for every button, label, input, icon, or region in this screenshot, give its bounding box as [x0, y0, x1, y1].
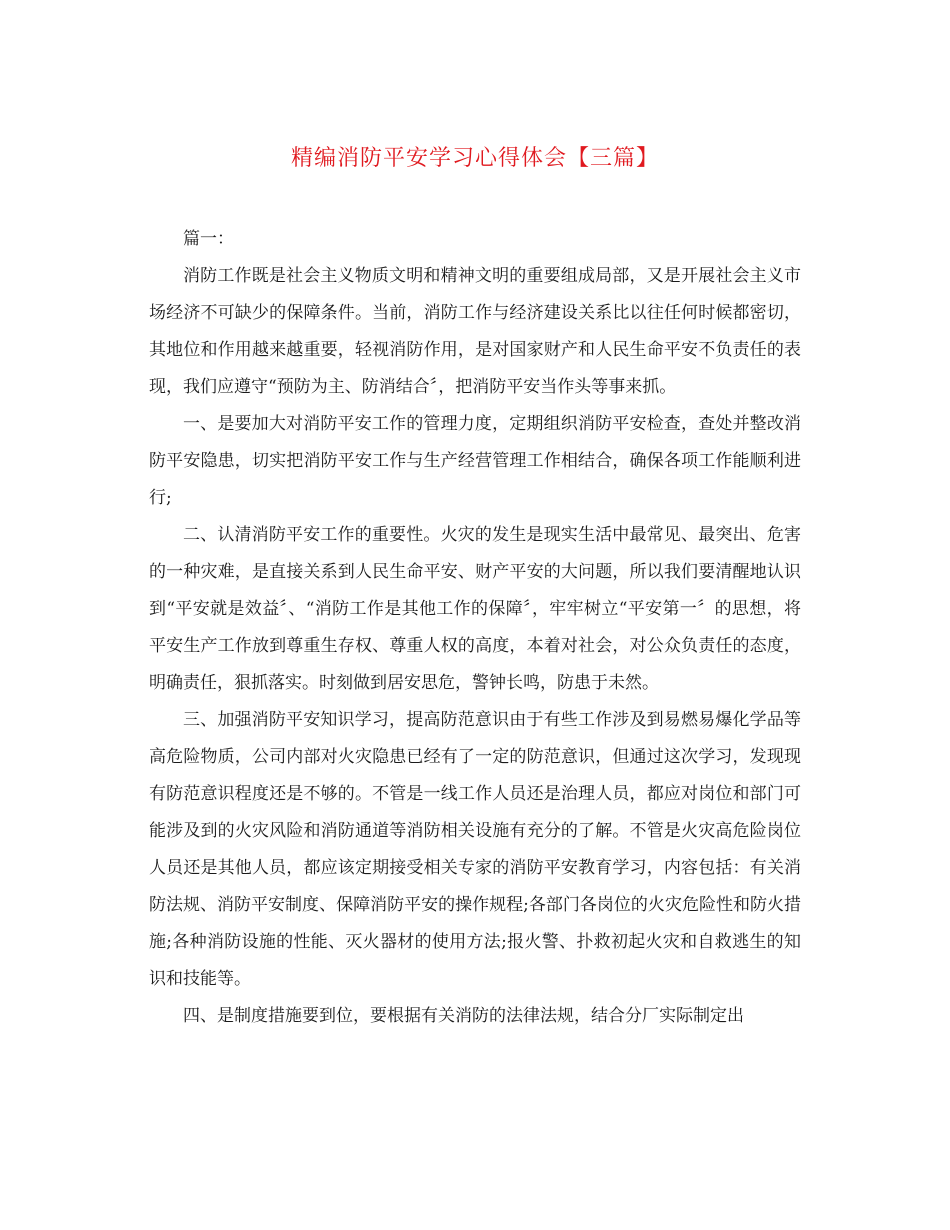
paragraph-point-2: 二、认清消防平安工作的重要性。火灾的发生是现实生活中最常见、最突出、危害的一种灾难，是直接关系到人民生命平安、财产平安的大问题，所以我们要清醒地认识到“平安就是效益〞、“消防工作是其他工作的保障〞，牢牢树立“平安第一〞的思想，将平安生产工作放到尊重生存权、尊重人权的高度，本着对社会，对公众负责任的态度，明确责任，狠抓落实。时刻做到居安思危，警钟长鸣，防患于未然。: [149, 525, 801, 693]
paragraph-point-4: 四、是制度措施要到位，要根据有关消防的法律法规，结合分厂实际制定出: [183, 1006, 744, 1026]
section-label: 篇一：: [183, 229, 234, 249]
paragraph-point-1: 一、是要加大对消防平安工作的管理力度，定期组织消防平安检查，查处并整改消防平安隐患，切实把消防平安工作与生产经营管理工作相结合，确保各项工作能顺利进行;: [149, 414, 801, 508]
document-body: [149, 221, 801, 1035]
document-title: 精编消防平安学习心得体会【三篇】: [290, 146, 659, 171]
paragraph-point-3: 三、加强消防平安知识学习，提高防范意识由于有些工作涉及到易燃易爆化学品等高危险物质，公司内部对火灾隐患已经有了一定的防范意识，但通过这次学习，发现现有防范意识程度还是不够的。不管是一线工作人员还是治理人员，都应对岗位和部门可能涉及到的火灾风险和消防通道等消防相关设施有充分的了解。不管是火灾高危险岗位人员还是其他人员，都应该定期接受相关专家的消防平安教育学习，内容包括：有关消防法规、消防平安制度、保障消防平安的操作规程;各部门各岗位的火灾危险性和防火措施;各种消防设施的性能、灭火器材的使用方法;报火警、扑救初起火灾和自救逃生的知识和技能等。: [149, 710, 801, 989]
paragraph-intro: 消防工作既是社会主义物质文明和精神文明的重要组成局部，又是开展社会主义市场经济不可缺少的保障条件。当前，消防工作与经济建设关系比以往任何时候都密切，其地位和作用越来越重要，轻视消防作用，是对国家财产和人民生命平安不负责任的表现，我们应遵守“预防为主、防消结合〞，把消防平安当作头等事来抓。: [149, 266, 801, 397]
